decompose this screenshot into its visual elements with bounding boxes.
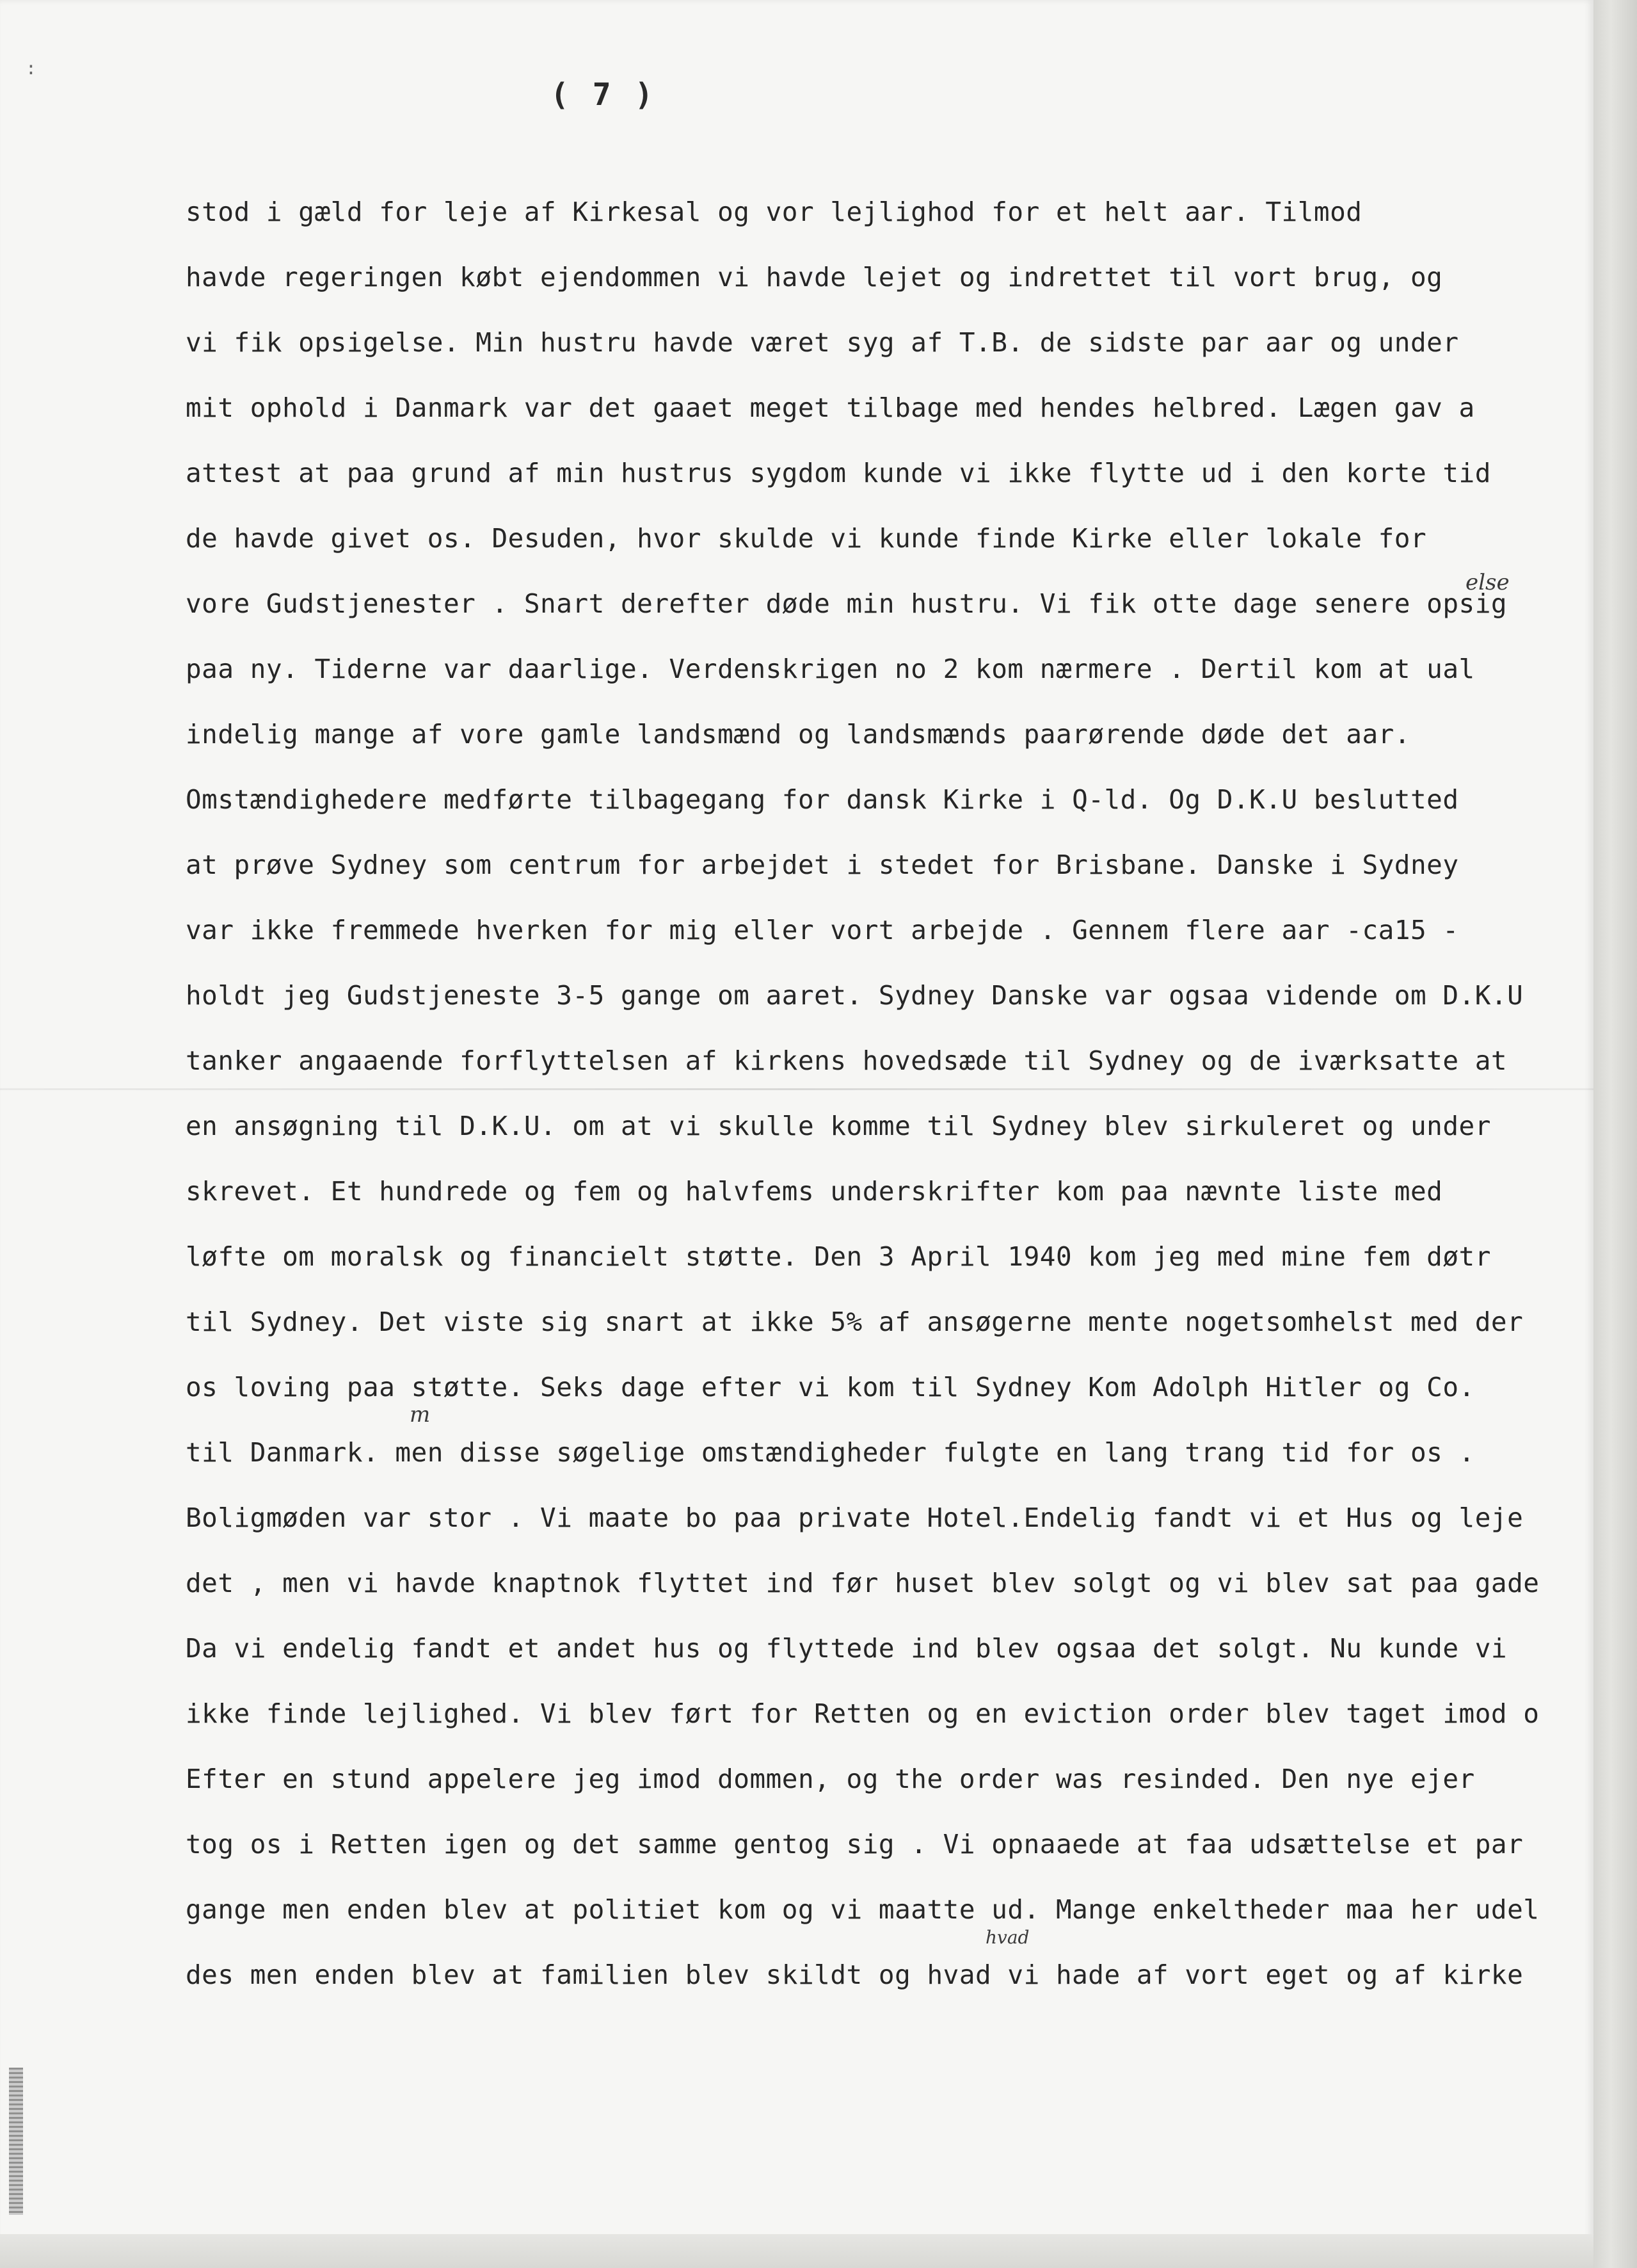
text-line: tog os i Retten igen og det samme gentog sig . Vi opnaaede at faa udsættelse et par xyxy=(186,1829,1524,1860)
text-line: attest at paa grund af min hustrus sygdom kunde vi ikke flytte ud i den korte tid xyxy=(186,458,1491,488)
text-line: tanker angaaende forflyttelsen af kirkens hovedsæde til Sydney og de iværksatte at xyxy=(186,1045,1508,1076)
text-line: at prøve Sydney som centrum for arbejdet i stedet for Brisbane. Danske i Sydney xyxy=(186,849,1459,880)
text-line: gange men enden blev at politiet kom og vi maatte ud. Mange enkeltheder maa her udel xyxy=(186,1894,1540,1925)
text-line: os loving paa støtte. Seks dage efter vi kom til Sydney Kom Adolph Hitler og Co. xyxy=(186,1372,1475,1403)
typewritten-body xyxy=(186,179,1549,2007)
left-margin-mark xyxy=(9,2068,23,2215)
text-line: vore Gudstjenester . Snart derefter døde min hustru. Vi fik otte dage senere opsig xyxy=(186,588,1508,619)
text-line: holdt jeg Gudstjeneste 3-5 gange om aaret. Sydney Danske var ogsaa vidende om D.K.U xyxy=(186,980,1524,1011)
text-line: en ansøgning til D.K.U. om at vi skulle komme til Sydney blev sirkuleret og under xyxy=(186,1111,1491,1141)
bottom-edge-strip xyxy=(0,2234,1593,2268)
text-line: Da vi endelig fandt et andet hus og flyttede ind blev ogsaa det solgt. Nu kunde vi xyxy=(186,1633,1508,1664)
text-line: det , men vi havde knaptnok flyttet ind før huset blev solgt og vi blev sat paa gade xyxy=(186,1568,1540,1598)
text-line: vi fik opsigelse. Min hustru havde været syg af T.B. de sidste par aar og under xyxy=(186,327,1459,358)
text-line: indelig mange af vore gamle landsmænd og landsmænds paarørende døde det aar. xyxy=(186,719,1410,750)
page-number: ( 7 ) xyxy=(550,77,656,113)
punch-mark: : xyxy=(26,58,36,79)
text-line: Efter en stund appelere jeg imod dommen, og the order was resinded. Den nye ejer xyxy=(186,1764,1475,1794)
text-line: løfte om moralsk og financielt støtte. Den 3 April 1940 kom jeg med mine fem døtr xyxy=(186,1241,1491,1272)
text-line: til Sydney. Det viste sig snart at ikke 5% af ansøgerne mente nogetsomhelst med der xyxy=(186,1307,1524,1337)
text-line: des men enden blev at familien blev skildt og hvad vi hade af vort eget og af kirke xyxy=(186,1959,1524,1990)
text-line: var ikke fremmede hverken for mig eller vort arbejde . Gennem flere aar -ca15 - xyxy=(186,915,1459,945)
text-line: stod i gæld for leje af Kirkesal og vor lejlighod for et helt aar. Tilmod xyxy=(186,197,1362,227)
handwritten-insert: m xyxy=(410,1402,431,1428)
text-line: ikke finde lejlighed. Vi blev ført for Retten og en eviction order blev taget imod o xyxy=(186,1698,1540,1729)
text-line: Boligmøden var stor . Vi maate bo paa private Hotel.Endelig fandt vi et Hus og leje xyxy=(186,1502,1524,1533)
handwritten-margin-note: else xyxy=(1465,570,1510,595)
text-line: skrevet. Et hundrede og fem og halvfems underskrifter kom paa nævnte liste med xyxy=(186,1176,1443,1207)
text-line: paa ny. Tiderne var daarlige. Verdenskrigen no 2 kom nærmere . Dertil kom at ual xyxy=(186,654,1475,684)
text-line: til Danmark. men disse søgelige omstændigheder fulgte en lang trang tid for os . xyxy=(186,1437,1475,1468)
handwritten-insert: hvad xyxy=(986,1927,1030,1948)
text-line: havde regeringen købt ejendommen vi havde lejet og indrettet til vort brug, og xyxy=(186,262,1443,293)
page-edge-shadow xyxy=(1593,0,1637,2268)
text-line: mit ophold i Danmark var det gaaet meget tilbage med hendes helbred. Lægen gav a xyxy=(186,392,1475,423)
text-line: Omstændighedere medførte tilbagegang for dansk Kirke i Q-ld. Og D.K.U beslutted xyxy=(186,784,1459,815)
text-line: de havde givet os. Desuden, hvor skulde vi kunde finde Kirke eller lokale for xyxy=(186,523,1427,554)
